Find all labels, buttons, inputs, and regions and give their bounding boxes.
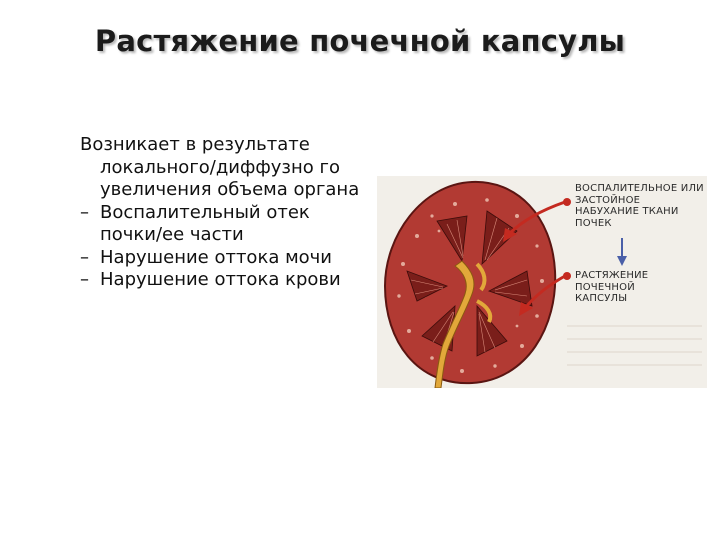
list-item [80,247,360,270]
marker-dot [563,272,571,280]
annotation-swelling: ВОСПАЛИТЕЛЬНОЕ ИЛИ ЗАСТОЙНОЕ НАБУХАНИЕ ТКАНИ ПОЧЕК [575,183,704,229]
bullet-marker: – [80,201,89,223]
kidney-illustration [377,176,707,388]
bullet-marker: – [80,246,89,268]
annotation-capsule-stretch: РАСТЯЖЕНИЕ ПОЧЕЧНОЙ КАПСУЛЫ [575,270,649,304]
bullet-text: Нарушение оттока мочи [100,246,332,268]
list-item [80,202,360,247]
bullet-list [80,202,360,292]
slide-body [80,134,360,292]
list-item [80,269,360,292]
intro-text: Возникает в результате локального/диффузно го увеличения объема органа [80,134,360,200]
slide-title: Растяжение почечной капсулы [94,24,626,58]
bullet-text: Нарушение оттока крови [100,269,341,290]
bullet-marker: – [80,269,89,290]
marker-dot [563,198,571,206]
bullet-text: Воспалительный отек почки/ее части [100,201,310,245]
